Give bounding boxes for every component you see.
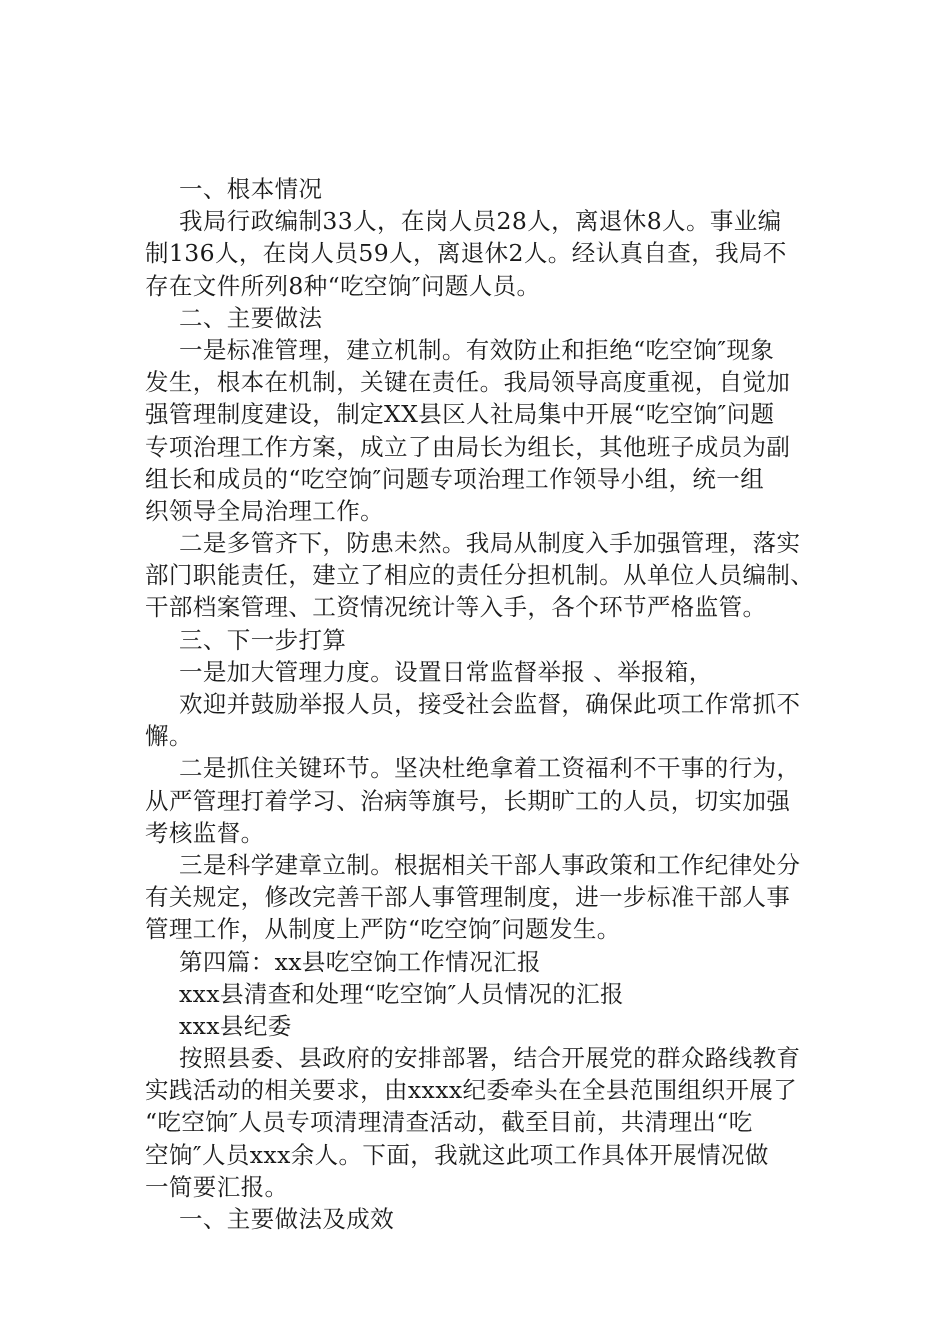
- paragraph-line: 一是加大管理力度。设置日常监督举报 、举报箱，: [179, 657, 713, 686]
- paragraph-line: 存在文件所列8种“吃空饷″问题人员。: [145, 271, 541, 300]
- paragraph-line: 制136人，在岗人员59人，离退休2人。经认真自查，我局不: [145, 239, 787, 268]
- paragraph-line: 按照县委、县政府的安排部署，结合开展党的群众路线教育: [179, 1044, 801, 1073]
- section-heading-basic: 一、根本情况: [179, 175, 323, 203]
- paragraph-line: 从严管理打着学习、治病等旗号，长期旷工的人员，切实加强: [145, 786, 791, 815]
- paragraph-line: 三是科学建章立制。根据相关干部人事政策和工作纪律处分: [179, 850, 801, 879]
- paragraph-line: 组长和成员的“吃空饷″问题专项治理工作领导小组，统一组: [145, 464, 765, 493]
- paragraph-line: 实践活动的相关要求，由xxxx纪委牵头在全县范围组织开展了: [145, 1076, 798, 1105]
- section-heading-methods: 二、主要做法: [179, 303, 323, 332]
- paragraph-line: 部门职能责任，建立了相应的责任分担机制。从单位人员编制、: [145, 561, 815, 590]
- paragraph-line: 一是标准管理，建立机制。有效防止和拒绝“吃空饷″现象: [179, 335, 775, 364]
- paragraph-line: 空饷″人员xxx余人。下面，我就这此项工作具体开展情况做: [145, 1140, 769, 1169]
- section-heading-next-steps: 三、下一步打算: [179, 625, 347, 654]
- paragraph-line: 欢迎并鼓励举报人员，接受社会监督，确保此项工作常抓不: [179, 690, 801, 718]
- chapter-title: 第四篇：xx县吃空饷工作情况汇报: [179, 947, 541, 976]
- report-title: xxx县清查和处理“吃空饷″人员情况的汇报: [179, 979, 624, 1008]
- paragraph-line: 我局行政编制33人，在岗人员28人，离退休8人。事业编: [179, 207, 782, 236]
- paragraph-line: 发生，根本在机制，关键在责任。我局领导高度重视，自觉加: [145, 368, 791, 397]
- paragraph-line: 有关规定，修改完善干部人事管理制度，进一步标准干部人事: [145, 883, 791, 912]
- document-body: [145, 173, 835, 1235]
- paragraph-line: 二是抓住关键环节。坚决杜绝拿着工资福利不干事的行为，: [179, 754, 801, 783]
- paragraph-line: 懈。: [145, 722, 193, 751]
- report-author: xxx县纪委: [179, 1011, 292, 1040]
- paragraph-line: 专项治理工作方案，成立了由局长为组长，其他班子成员为副: [145, 432, 791, 461]
- paragraph-line: “吃空饷″人员专项清理清查活动，截至目前，共清理出“吃: [145, 1108, 753, 1137]
- section-heading-results: 一、主要做法及成效: [179, 1205, 395, 1233]
- paragraph-line: 管理工作，从制度上严防“吃空饷″问题发生。: [145, 915, 621, 944]
- paragraph-line: 织领导全局治理工作。: [145, 496, 384, 525]
- paragraph-line: 强管理制度建设，制定XX县区人社局集中开展“吃空饷″问题: [145, 400, 775, 429]
- paragraph-line: 干部档案管理、工资情况统计等入手，各个环节严格监管。: [145, 593, 767, 622]
- paragraph-line: 考核监督。: [145, 818, 265, 847]
- paragraph-line: 二是多管齐下，防患未然。我局从制度入手加强管理，落实: [179, 529, 801, 558]
- paragraph-line: 一简要汇报。: [145, 1172, 289, 1201]
